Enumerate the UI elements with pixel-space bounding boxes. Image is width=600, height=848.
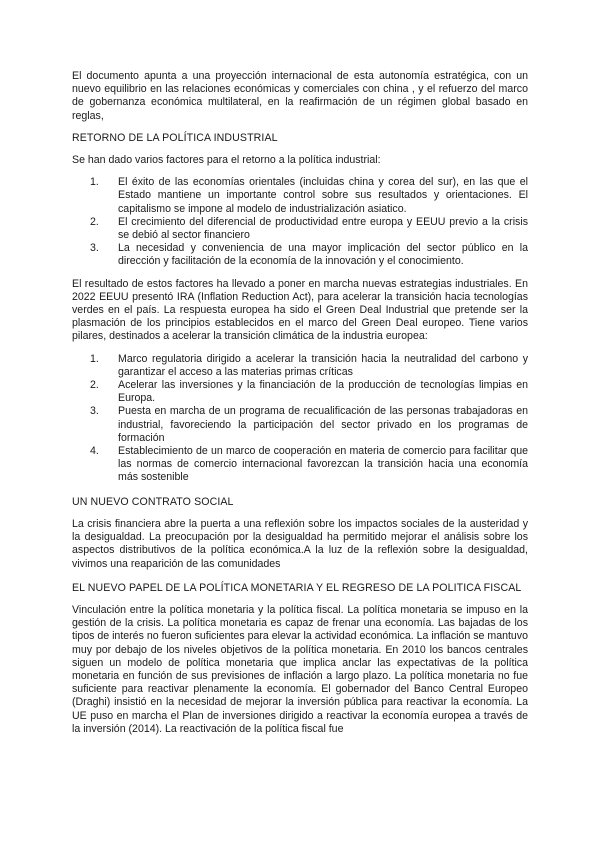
intro-paragraph: El documento apunta a una proyección internacional de esta autonomía estratégica, con un nuevo equilibrio en las relaciones económicas y comerciales con china , y el refuerzo del marco de gobernanza económica multilateral, en la reafirmación de un régimen global basado en reglas, [72,70,528,122]
list-item: 2. Acelerar las inversiones y la financiación de la producción de tecnologías limpias en Europa. [90,379,528,405]
industrial-strategies-paragraph: El resultado de estos factores ha llevado a poner en marcha nuevas estrategias industriales. En 2022 EEUU presentó IRA (Inflation Reduction Act), para acelerar la transición hacia tecnologías verdes en el país. La respuesta europea ha sido el Green Deal Industrial que pretende ser la plasmación de los principios establecidos en el marco del Green Deal europeo. Tiene varios pilares, destinados a acelerar la transición climática de la industria europea: [72,277,528,343]
list-item: 1. Marco regulatoria dirigido a acelerar la transición hacia la neutralidad del carbono y garantizar el acceso a las materias primas críticas [90,352,528,378]
list-item: 2. El crecimiento del diferencial de productividad entre europa y EEUU previo a la crisis se debió al sector financiero [90,215,528,242]
list-item: 1. El éxito de las economías orientales (incluidas china y corea del sur), en las que el Estado mantiene un importante control sobre sus resultados y orientaciones. El capitalismo se impone al modelo de industrialización asiatico. [90,176,528,215]
green-deal-pillars-list [72,353,528,485]
monetary-fiscal-paragraph: Vinculación entre la política monetaria y la política fiscal. La política monetaria se impuso en la gestión de la crisis. La política monetaria es capaz de frenar una economía. Las bajadas de los tipos de interés no fueron suficientes para elevar la actividad económica. La inflación se mantuvo muy por debajo de los niveles objetivos de la política monetaria. En 2010 los bancos centrales siguen un modelo de política monetaria que implica anclar las expectativas de la política monetaria en función de sus previsiones de inflación a largo plazo. La política monetaria no fue suficiente para reactivar plenamente la economía. El gobernador del Banco Central Europeo (Draghi) insistió en la necesidad de mejorar la inversión pública para reactivar la economía. La UE puso en marcha el Plan de inversiones dirigido a reactivar la economía europea a través de la inversión (2014). La reactivación de la política fiscal fue [72,603,528,735]
social-contract-paragraph: La crisis financiera abre la puerta a una reflexión sobre los impactos sociales de la austeridad y la desigualdad. La preocupación por la desigualdad ha permitido mejorar el análisis sobre los aspectos distributivos de la política económica.A la luz de la reflexión sobre la desigualdad, vivimos una reaparición de las comunidades [72,517,528,570]
list-item: 4. Establecimiento de un marco de cooperación en materia de comercio para facilitar que las normas de comercio internacional favorezcan la transición hacia una economía más sostenible [90,445,528,484]
list-item: 3. La necesidad y conveniencia de una mayor implicación del sector público en la dirección y facilitación de la economía de la innovación y el conocimiento. [90,242,528,268]
list-item: 3. Puesta en marcha de un programa de recualificación de las personas trabajadoras en industrial, favoreciendo la participación del sector privado en los programas de formación [90,405,528,444]
section-heading-social-contract: UN NUEVO CONTRATO SOCIAL [72,495,234,508]
section-heading-monetary-fiscal: EL NUEVO PAPEL DE LA POLÍTICA MONETARIA Y EL REGRESO DE LA POLITICA FISCAL [72,581,522,594]
section-heading-industrial-policy: RETORNO DE LA POLÍTICA INDUSTRIAL [72,131,278,144]
industrial-policy-lead: Se han dado varios factores para el retorno a la política industrial: [72,154,381,167]
factors-list [72,176,528,268]
